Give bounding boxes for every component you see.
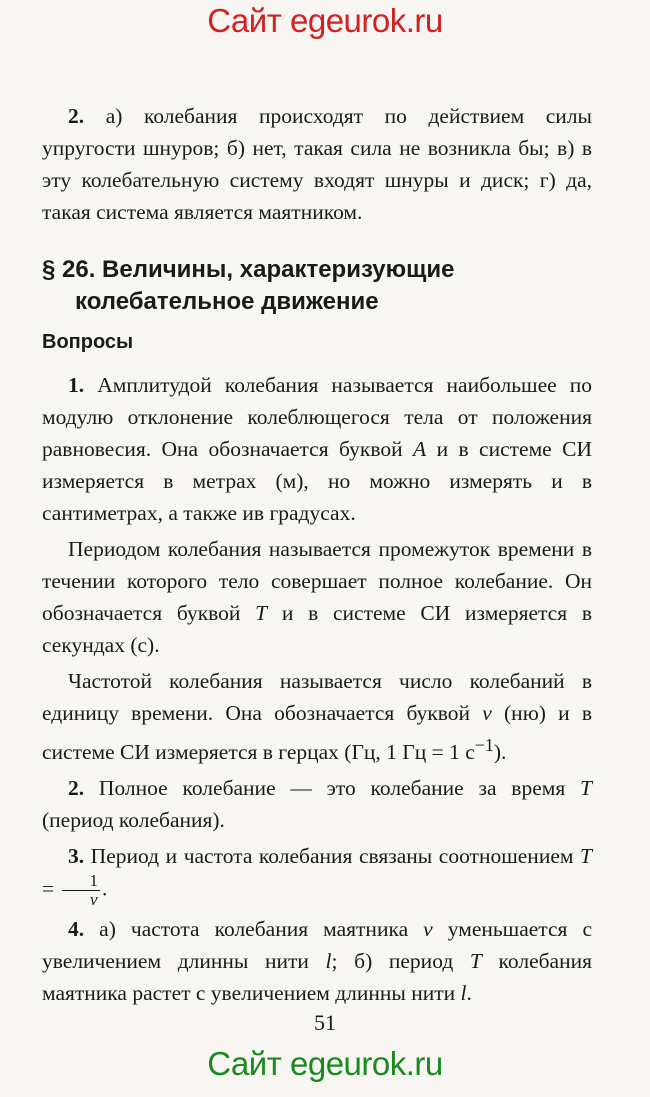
answer-1-period — [42, 533, 592, 661]
superscript: −1 — [474, 735, 494, 755]
answer-text: . — [102, 876, 108, 901]
answer-text: Период и частота колебания связаны соотношением — [84, 844, 581, 869]
answer-number: 4. — [68, 917, 85, 942]
symbol: T — [469, 949, 482, 974]
fraction-denominator: ν — [89, 890, 98, 910]
answer-text: ). — [493, 740, 507, 765]
page-number: 51 — [314, 1010, 336, 1035]
symbol: l — [460, 981, 467, 1006]
section-title-line1: § 26. Величины, характеризующие — [42, 256, 455, 283]
answer-number: 1. — [68, 373, 85, 397]
answer-number: 3. — [68, 844, 85, 869]
answer-2-paragraph — [42, 100, 592, 228]
answer-text: Частотой колебания называется число колебаний в единицу времени. Она обозначается буквой — [42, 669, 592, 725]
answer-2 — [42, 772, 592, 836]
section-title — [42, 254, 602, 318]
section-title-line2: колебательное движение — [75, 288, 379, 315]
answer-number: 2. — [68, 776, 85, 801]
subheading-questions: Вопросы — [42, 331, 134, 353]
symbol: ν — [482, 701, 492, 725]
answer-text: . — [466, 981, 472, 1006]
symbol: l — [325, 949, 332, 974]
answer-1-frequency — [42, 665, 592, 768]
answer-text: Периодом колебания называется промежуток времени в течении которого тело совершает полное колебание. Он обозначается буквой — [42, 537, 592, 625]
answer-text: а) частота колебания маятника — [84, 917, 424, 942]
answer-text: (период колебания). — [42, 808, 225, 833]
answers-body — [42, 369, 592, 1013]
answer-text: (ню) и в системе СИ измеряется в герцах (Гц, 1 Гц = 1 с — [42, 701, 592, 765]
answer-4 — [42, 913, 592, 1009]
answer-text: Полное колебание — это колебание за время — [84, 776, 581, 801]
answer-text: Амплитудой колебания называется наибольшее по модулю отклонение колеблющегося тела от положения равновесия. Она обозначается буквой — [42, 373, 592, 461]
answer-text: и в системе СИ измеряется в метрах (м), но можно измерять и в сантиметрах, а также ив градусах. — [42, 437, 592, 525]
previous-answer — [42, 100, 592, 228]
symbol: T — [255, 601, 268, 625]
watermark-bottom: Сайт egeurok.ru — [207, 1045, 443, 1082]
fraction-numerator: 1 — [62, 872, 101, 891]
answer-text: ; б) период — [331, 949, 470, 974]
answer-3 — [42, 840, 592, 909]
answer-text: а) колебания происходят по действием силы упругости шнуров; б) нет, такая сила не возникла бы; в) в эту колебательную систему входят шнуры и диск; г) да, такая система является маятником. — [42, 104, 592, 224]
answer-number: 2. — [68, 104, 85, 128]
symbol: ν — [423, 917, 433, 942]
answer-1-amplitude — [42, 369, 592, 529]
equals-sign: = — [42, 876, 60, 901]
answer-text: уменьшается с увеличением длинны нити — [42, 917, 592, 974]
symbol: A — [413, 437, 427, 461]
symbol: T — [580, 844, 592, 869]
watermark-top: Сайт egeurok.ru — [207, 2, 443, 39]
symbol: T — [580, 776, 592, 801]
answer-text: колебания маятника растет с увеличением длинны нити — [42, 949, 592, 1006]
fraction — [62, 872, 101, 909]
answer-text: и в системе СИ измеряется в секундах (с). — [42, 601, 592, 657]
